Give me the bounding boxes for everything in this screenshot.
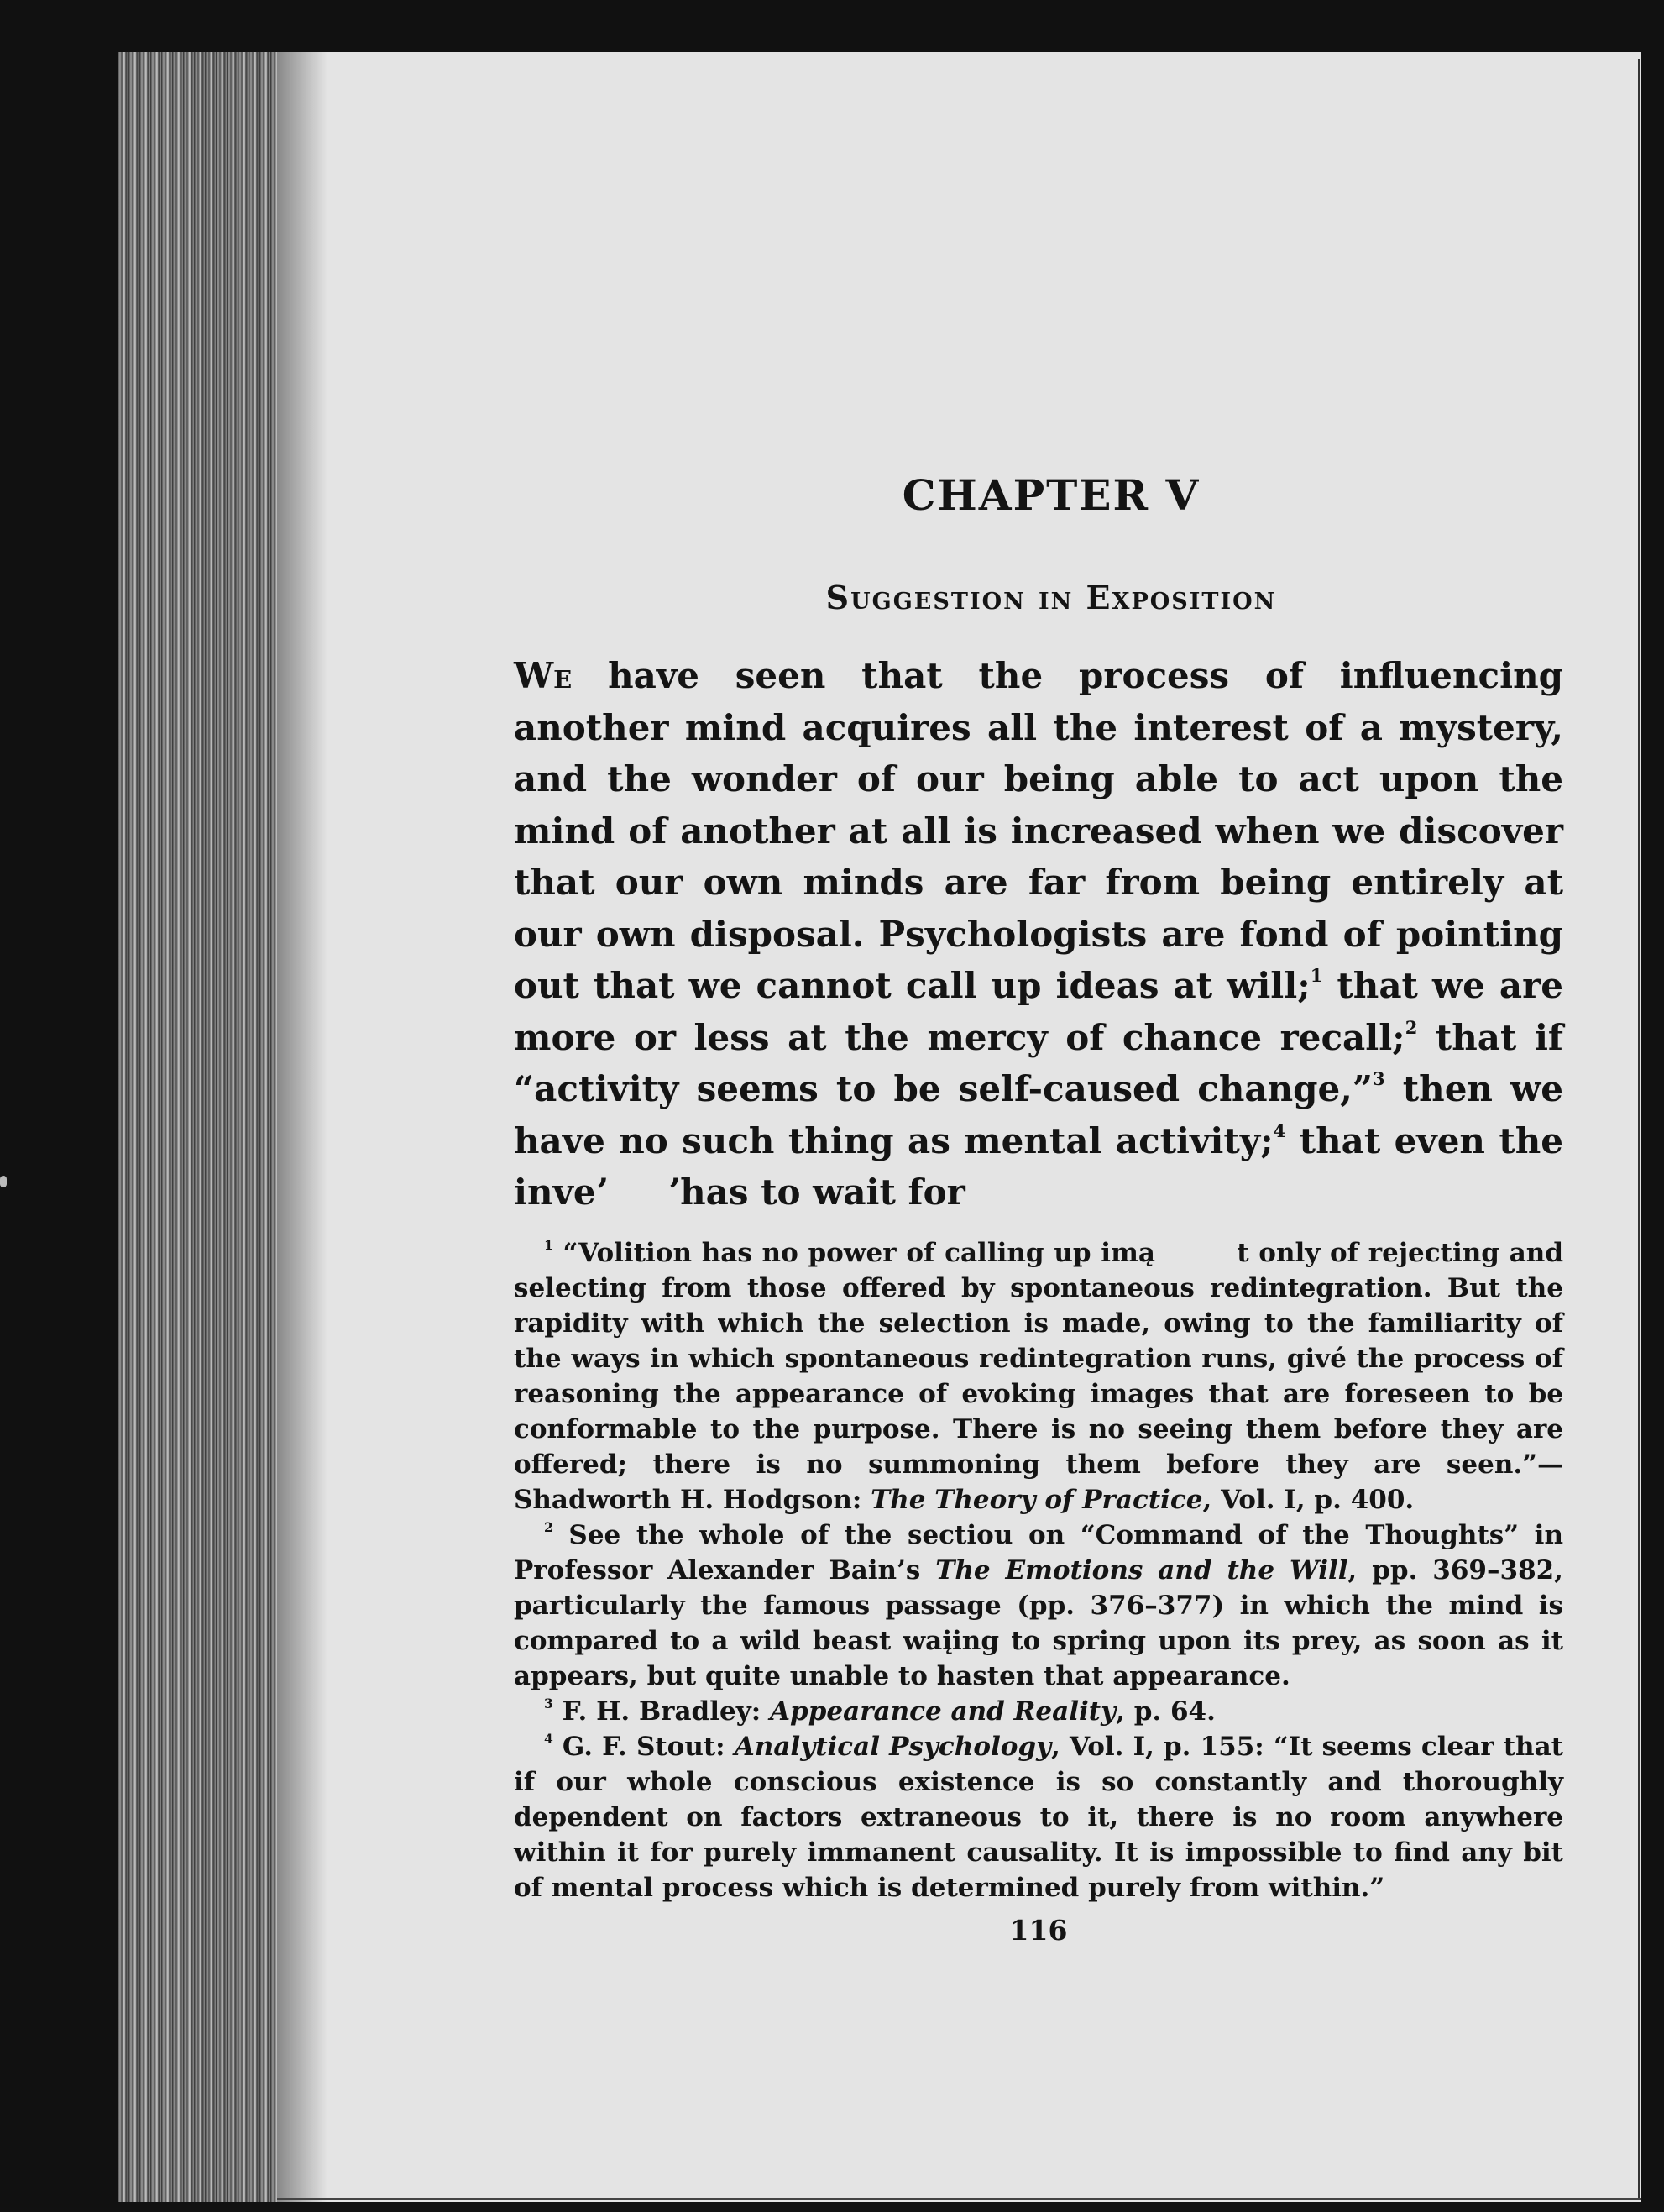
chapter-title: CHAPTER V (902, 470, 1201, 520)
body-text-3: that if “activity seems to be self-caused change,” (514, 1016, 1563, 1109)
scan-artifact (0, 1176, 7, 1187)
body-text-2: that we are more or less at the mercy of chance recall; (514, 965, 1563, 1058)
footnote-text: See the whole of the sectiou on “Command of the Thoughts” in Professor Alexander Bain’s (514, 1519, 1563, 1586)
body-text-1: have seen that the process of influencing another mind acquires all the interest of a mystery, and the wonder of our being able to act upon the mind of another at all is increased when we discover that our own minds are far from being entirely at our own disposal. Psychologists are fond of pointing out that we cannot call up ideas at will; (514, 655, 1563, 1006)
footnote-ref-2: 2 (1405, 1016, 1418, 1038)
footnote-2 (514, 1517, 1563, 1694)
footnote-ref-4: 4 (1273, 1119, 1286, 1141)
chapter-subtitle: Suggestion in Exposition (825, 579, 1277, 616)
footnote-citation-rest: , Vol. I, p. 155: “It seems clear that if our whole conscious existence is so constantly and thoroughly dependent on factors extraneous to it, there is no room anywhere within it for purely immanent causality. It is impossible to find any bit of mental process which is determined purely from within.” (514, 1731, 1563, 1903)
footnote-citation-rest: , pp. 369–382, particularly the famous passage (pp. 376–377) in which the mind is compared to a wild beast waįing to spring upon its prey, as soon as it appears, but quite unable to hasten that appearance. (514, 1554, 1563, 1691)
body-text-5: that even the inveʼ ʼhas to wait for (514, 1119, 1563, 1213)
body-text-4: then we have no such thing as mental activity; (514, 1068, 1563, 1161)
body-paragraph (514, 650, 1563, 1219)
footnote-1 (514, 1235, 1563, 1517)
footnote-marker: 2 (544, 1518, 553, 1535)
footnote-marker: 1 (544, 1236, 553, 1253)
footnote-3 (514, 1694, 1563, 1729)
page-bottom-border (277, 2198, 1641, 2200)
footnote-text: G. F. Stout: (552, 1731, 735, 1762)
footnote-citation-rest: , p. 64. (1116, 1696, 1216, 1727)
footnote-text: “Volition has no power of calling up imą t only of rejecting and selecting from those offered by spontaneous redintegration. But the rapidity with which the selection is made, owing to the familiarity of the ways in which spontaneous redintegration runs, givé the process of reasoning the appearance of evoking images that are foreseen to be conformable to the purpose. There is no seeing them before they are offered; there is no summoning them before they are seen.”— Shadworth H. Hodgson: (514, 1237, 1563, 1515)
footnote-ref-1: 1 (1310, 965, 1323, 987)
page-right-border (1638, 59, 1640, 2200)
page-content (514, 470, 1563, 1947)
page-edge-shadow (118, 52, 277, 2202)
footnote-citation-title: The Theory of Practice (871, 1484, 1203, 1515)
footnote-text: F. H. Bradley: (552, 1696, 770, 1727)
footnote-citation-title: The Emotions and the Will (935, 1554, 1348, 1586)
footnote-citation-rest: , Vol. I, p. 400. (1202, 1484, 1415, 1515)
footnote-4 (514, 1729, 1563, 1905)
page-number: 116 (1009, 1913, 1068, 1947)
footnote-ref-3: 3 (1373, 1068, 1385, 1090)
lead-word: We (514, 655, 573, 696)
footnote-marker: 3 (544, 1695, 553, 1711)
footnote-citation-title: Analytical Psychology (734, 1731, 1052, 1762)
footnote-marker: 4 (544, 1730, 553, 1747)
footnote-citation-title: Appearance and Reality (769, 1696, 1117, 1727)
footnotes (514, 1235, 1563, 1905)
